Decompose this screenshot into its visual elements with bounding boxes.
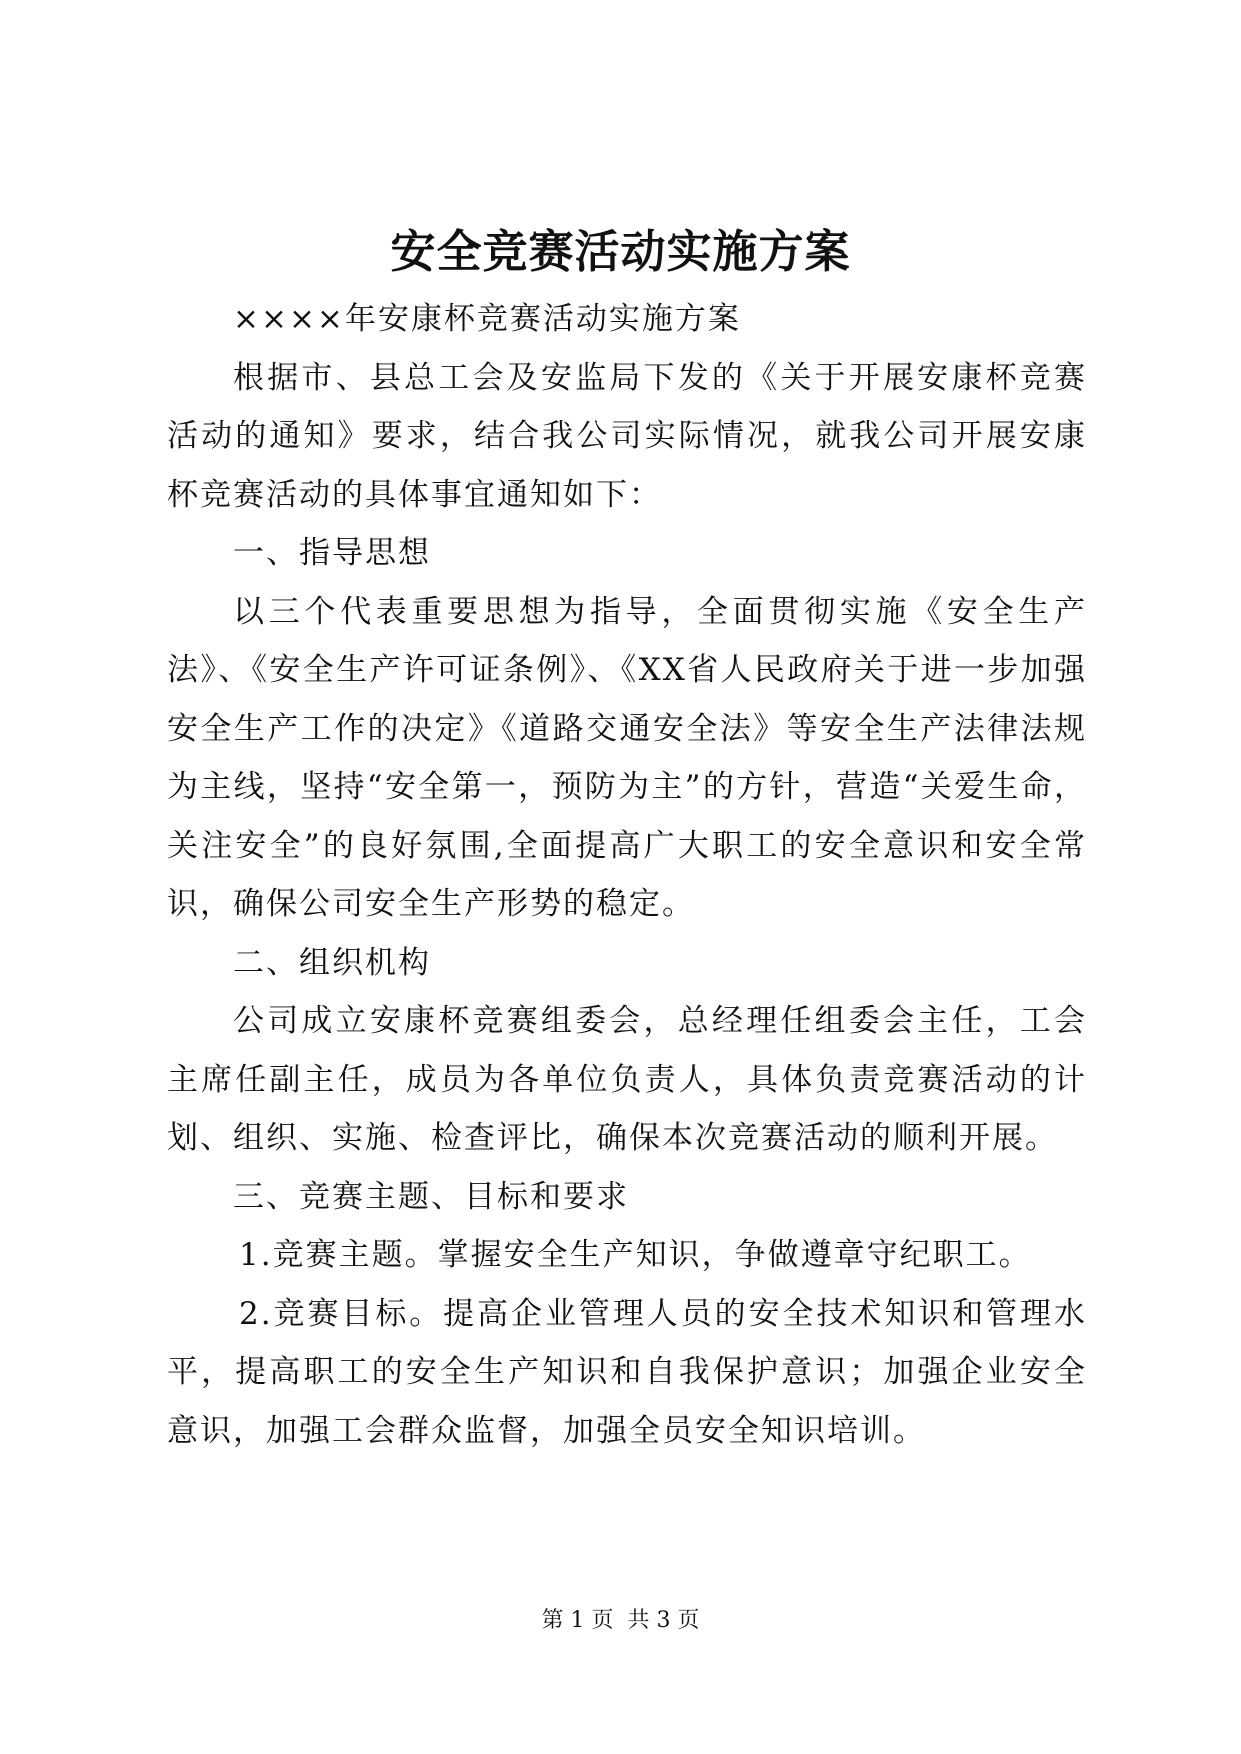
document-body — [167, 290, 1087, 1460]
section-heading-organization: 二、组织机构 — [233, 944, 431, 981]
section-heading-guiding-ideology: 一、指导思想 — [233, 535, 431, 571]
organization-paragraph: 公司成立安康杯竞赛组委会，总经理任组委会主任，工会主席任副主任，成员为各单位负责人，具体负责竞赛活动的计划、组织、实施、检查评比，确保本次竞赛活动的顺利开展。 — [167, 1003, 1087, 1156]
intro-paragraph: 根据市、县总工会及安监局下发的《关于开展安康杯竞赛活动的通知》要求，结合我公司实际情况，就我公司开展安康杯竞赛活动的具体事宜通知如下： — [167, 359, 1087, 513]
guiding-ideology-paragraph: 以三个代表重要思想为指导，全面贯彻实施《安全生产法》、《安全生产许可证条例》、《XX省人民政府关于进一步加强安全生产工作的决定》《道路交通安全法》等安全生产法律法规为主线，坚持“安全第一，预防为主”的方针，营造“关爱生命，关注安全”的良好氛围,全面提高广大职工的安全意识和安全常识，确保公司安全生产形势的稳定。 — [167, 593, 1087, 922]
page-number-footer: 第 1 页 共 3 页 — [541, 1608, 700, 1633]
goal-item-paragraph: 2.竞赛目标。提高企业管理人员的安全技术知识和管理水平，提高职工的安全生产知识和自我保护意识；加强企业安全意识，加强工会群众监督，加强全员安全知识培训。 — [167, 1295, 1087, 1449]
section-heading-theme-goals: 三、竞赛主题、目标和要求 — [233, 1178, 629, 1215]
theme-item-paragraph: 1.竞赛主题。掌握安全生产知识，争做遵章守纪职工。 — [239, 1237, 1032, 1273]
document-title: 安全竞赛活动实施方案 — [390, 225, 851, 278]
subtitle-paragraph: ××××年安康杯竞赛活动实施方案 — [233, 301, 741, 337]
